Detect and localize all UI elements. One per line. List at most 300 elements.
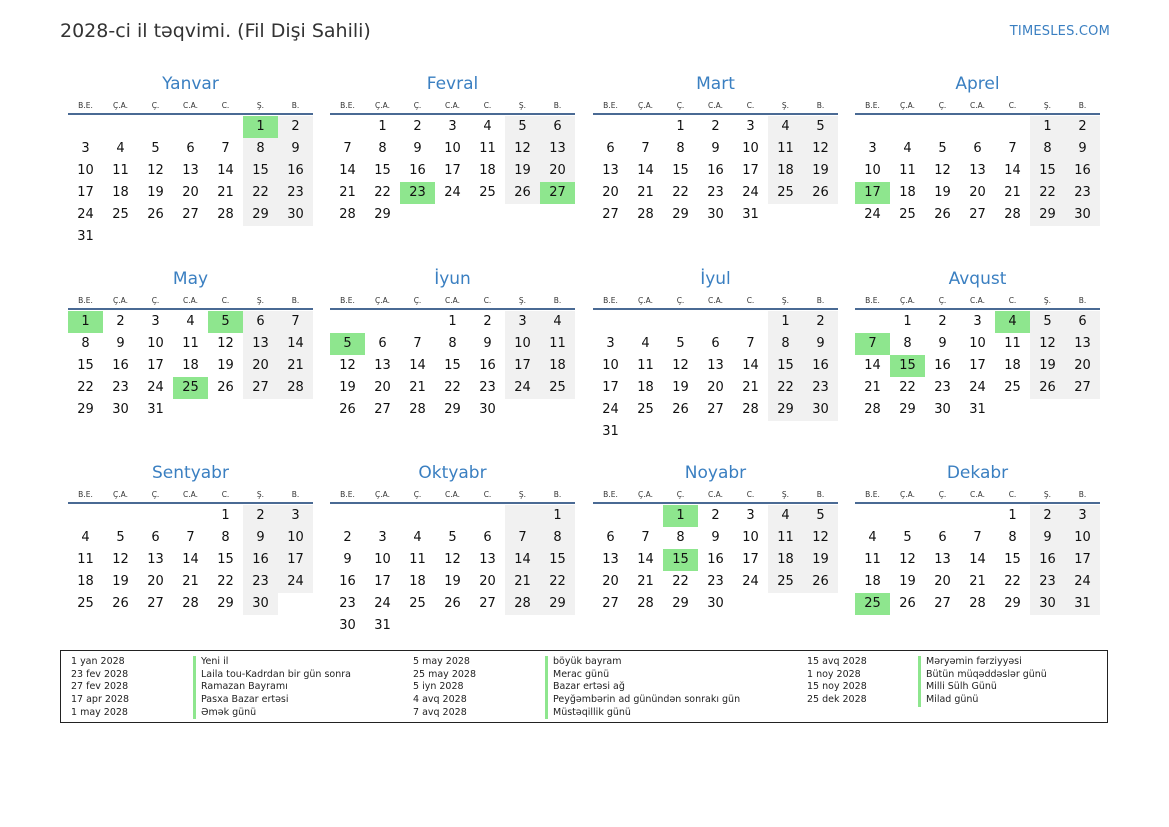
day-cell[interactable]: 5 <box>938 141 947 156</box>
day-cell[interactable]: 4 <box>903 141 912 156</box>
day-cell[interactable]: 13 <box>1065 333 1100 355</box>
day-cell[interactable]: 22 <box>374 185 391 200</box>
day-cell[interactable]: 13 <box>374 358 391 373</box>
day-cell[interactable]: 23 <box>339 596 356 611</box>
day-cell[interactable]: 3 <box>278 505 313 527</box>
day-cell[interactable]: 20 <box>1065 355 1100 377</box>
day-cell[interactable]: 21 <box>409 380 426 395</box>
day-cell[interactable]: 31 <box>742 207 759 222</box>
day-cell[interactable]: 11 <box>864 552 881 567</box>
day-cell[interactable]: 1 <box>68 311 103 333</box>
day-cell[interactable]: 5 <box>330 333 365 355</box>
day-cell[interactable]: 17 <box>77 185 94 200</box>
day-cell[interactable]: 3 <box>448 119 457 134</box>
day-cell[interactable]: 12 <box>147 163 164 178</box>
day-cell[interactable]: 7 <box>1008 141 1017 156</box>
day-cell[interactable]: 21 <box>637 185 654 200</box>
day-cell[interactable]: 15 <box>768 355 803 377</box>
day-cell[interactable]: 14 <box>409 358 426 373</box>
day-cell[interactable]: 30 <box>1065 204 1100 226</box>
day-cell[interactable]: 18 <box>182 358 199 373</box>
day-cell[interactable]: 2 <box>803 311 838 333</box>
day-cell[interactable]: 3 <box>606 336 615 351</box>
day-cell[interactable]: 10 <box>444 141 461 156</box>
day-cell[interactable]: 14 <box>969 552 986 567</box>
day-cell[interactable]: 9 <box>938 336 947 351</box>
day-cell[interactable]: 21 <box>742 380 759 395</box>
day-cell[interactable]: 31 <box>1065 593 1100 615</box>
day-cell[interactable]: 2 <box>1030 505 1065 527</box>
day-cell[interactable]: 10 <box>742 141 759 156</box>
day-cell[interactable]: 12 <box>803 527 838 549</box>
day-cell[interactable]: 15 <box>217 552 234 567</box>
day-cell[interactable]: 17 <box>602 380 619 395</box>
day-cell[interactable]: 27 <box>479 596 496 611</box>
day-cell[interactable]: 25 <box>768 182 803 204</box>
day-cell[interactable]: 22 <box>444 380 461 395</box>
day-cell[interactable]: 12 <box>1030 333 1065 355</box>
day-cell[interactable]: 8 <box>676 141 685 156</box>
day-cell[interactable]: 15 <box>444 358 461 373</box>
day-cell[interactable]: 21 <box>637 574 654 589</box>
day-cell[interactable]: 13 <box>969 163 986 178</box>
day-cell[interactable]: 26 <box>803 182 838 204</box>
day-cell[interactable]: 11 <box>637 358 654 373</box>
day-cell[interactable]: 1 <box>676 119 685 134</box>
day-cell[interactable]: 2 <box>243 505 278 527</box>
day-cell[interactable]: 19 <box>217 358 234 373</box>
day-cell[interactable]: 2 <box>1065 116 1100 138</box>
day-cell[interactable]: 8 <box>1008 530 1017 545</box>
day-cell[interactable]: 19 <box>147 185 164 200</box>
day-cell[interactable]: 26 <box>444 596 461 611</box>
day-cell[interactable]: 2 <box>711 508 720 523</box>
day-cell[interactable]: 18 <box>864 574 881 589</box>
day-cell[interactable]: 24 <box>374 596 391 611</box>
day-cell[interactable]: 25 <box>768 571 803 593</box>
day-cell[interactable]: 4 <box>995 311 1030 333</box>
day-cell[interactable]: 4 <box>540 311 575 333</box>
day-cell[interactable]: 4 <box>483 119 492 134</box>
day-cell[interactable]: 24 <box>1065 571 1100 593</box>
day-cell[interactable]: 15 <box>1030 160 1065 182</box>
day-cell[interactable]: 10 <box>278 527 313 549</box>
day-cell[interactable]: 28 <box>864 402 881 417</box>
day-cell[interactable]: 8 <box>221 530 230 545</box>
day-cell[interactable]: 13 <box>147 552 164 567</box>
day-cell[interactable]: 26 <box>1030 377 1065 399</box>
day-cell[interactable]: 19 <box>112 574 129 589</box>
day-cell[interactable]: 13 <box>602 163 619 178</box>
day-cell[interactable]: 12 <box>339 358 356 373</box>
day-cell[interactable]: 30 <box>934 402 951 417</box>
day-cell[interactable]: 14 <box>742 358 759 373</box>
day-cell[interactable]: 17 <box>278 549 313 571</box>
day-cell[interactable]: 5 <box>505 116 540 138</box>
day-cell[interactable]: 29 <box>540 593 575 615</box>
day-cell[interactable]: 8 <box>676 530 685 545</box>
day-cell[interactable]: 7 <box>278 311 313 333</box>
day-cell[interactable]: 14 <box>864 358 881 373</box>
day-cell[interactable]: 30 <box>278 204 313 226</box>
day-cell[interactable]: 28 <box>505 593 540 615</box>
day-cell[interactable]: 2 <box>483 314 492 329</box>
day-cell[interactable]: 18 <box>1004 358 1021 373</box>
day-cell[interactable]: 26 <box>803 571 838 593</box>
day-cell[interactable]: 10 <box>1065 527 1100 549</box>
day-cell[interactable]: 10 <box>602 358 619 373</box>
day-cell[interactable]: 10 <box>374 552 391 567</box>
day-cell[interactable]: 17 <box>505 355 540 377</box>
day-cell[interactable]: 6 <box>186 141 195 156</box>
day-cell[interactable]: 4 <box>768 505 803 527</box>
day-cell[interactable]: 29 <box>899 402 916 417</box>
day-cell[interactable]: 16 <box>278 160 313 182</box>
day-cell[interactable]: 6 <box>973 141 982 156</box>
day-cell[interactable]: 10 <box>505 333 540 355</box>
day-cell[interactable]: 20 <box>243 355 278 377</box>
brand-link[interactable]: TIMESLES.COM <box>1009 24 1110 39</box>
day-cell[interactable]: 18 <box>112 185 129 200</box>
day-cell[interactable]: 28 <box>1004 207 1021 222</box>
day-cell[interactable]: 24 <box>77 207 94 222</box>
day-cell[interactable]: 3 <box>868 141 877 156</box>
day-cell[interactable]: 20 <box>602 185 619 200</box>
day-cell[interactable]: 29 <box>374 207 391 222</box>
day-cell[interactable]: 5 <box>208 311 243 333</box>
day-cell[interactable]: 18 <box>540 355 575 377</box>
day-cell[interactable]: 20 <box>707 380 724 395</box>
day-cell[interactable]: 10 <box>864 163 881 178</box>
day-cell[interactable]: 21 <box>278 355 313 377</box>
day-cell[interactable]: 26 <box>505 182 540 204</box>
day-cell[interactable]: 16 <box>112 358 129 373</box>
day-cell[interactable]: 23 <box>934 380 951 395</box>
day-cell[interactable]: 4 <box>116 141 125 156</box>
day-cell[interactable]: 25 <box>637 402 654 417</box>
day-cell[interactable]: 15 <box>374 163 391 178</box>
day-cell[interactable]: 24 <box>444 185 461 200</box>
day-cell[interactable]: 15 <box>890 355 925 377</box>
day-cell[interactable]: 16 <box>707 552 724 567</box>
day-cell[interactable]: 29 <box>217 596 234 611</box>
day-cell[interactable]: 15 <box>672 163 689 178</box>
day-cell[interactable]: 27 <box>969 207 986 222</box>
day-cell[interactable]: 9 <box>711 141 720 156</box>
day-cell[interactable]: 20 <box>969 185 986 200</box>
day-cell[interactable]: 7 <box>186 530 195 545</box>
day-cell[interactable]: 6 <box>243 311 278 333</box>
day-cell[interactable]: 1 <box>768 311 803 333</box>
day-cell[interactable]: 20 <box>602 574 619 589</box>
day-cell[interactable]: 10 <box>742 530 759 545</box>
day-cell[interactable]: 16 <box>479 358 496 373</box>
day-cell[interactable]: 23 <box>278 182 313 204</box>
day-cell[interactable]: 1 <box>1030 116 1065 138</box>
day-cell[interactable]: 11 <box>540 333 575 355</box>
day-cell[interactable]: 30 <box>112 402 129 417</box>
day-cell[interactable]: 29 <box>444 402 461 417</box>
day-cell[interactable]: 22 <box>899 380 916 395</box>
day-cell[interactable]: 11 <box>409 552 426 567</box>
day-cell[interactable]: 11 <box>1004 336 1021 351</box>
day-cell[interactable]: 31 <box>374 618 391 633</box>
day-cell[interactable]: 7 <box>641 141 650 156</box>
day-cell[interactable]: 4 <box>413 530 422 545</box>
day-cell[interactable]: 1 <box>221 508 230 523</box>
day-cell[interactable]: 22 <box>77 380 94 395</box>
day-cell[interactable]: 8 <box>448 336 457 351</box>
day-cell[interactable]: 16 <box>1065 160 1100 182</box>
day-cell[interactable]: 22 <box>217 574 234 589</box>
day-cell[interactable]: 27 <box>374 402 391 417</box>
day-cell[interactable]: 3 <box>81 141 90 156</box>
day-cell[interactable]: 23 <box>803 377 838 399</box>
day-cell[interactable]: 3 <box>378 530 387 545</box>
day-cell[interactable]: 18 <box>899 185 916 200</box>
day-cell[interactable]: 11 <box>768 138 803 160</box>
day-cell[interactable]: 14 <box>1004 163 1021 178</box>
day-cell[interactable]: 16 <box>243 549 278 571</box>
day-cell[interactable]: 7 <box>855 333 890 355</box>
day-cell[interactable]: 9 <box>483 336 492 351</box>
day-cell[interactable]: 11 <box>182 336 199 351</box>
day-cell[interactable]: 15 <box>540 549 575 571</box>
day-cell[interactable]: 4 <box>81 530 90 545</box>
day-cell[interactable]: 11 <box>112 163 129 178</box>
day-cell[interactable]: 7 <box>641 530 650 545</box>
day-cell[interactable]: 22 <box>672 574 689 589</box>
day-cell[interactable]: 14 <box>505 549 540 571</box>
day-cell[interactable]: 14 <box>339 163 356 178</box>
day-cell[interactable]: 20 <box>540 160 575 182</box>
day-cell[interactable]: 19 <box>444 574 461 589</box>
day-cell[interactable]: 27 <box>602 596 619 611</box>
day-cell[interactable]: 24 <box>742 574 759 589</box>
day-cell[interactable]: 3 <box>973 314 982 329</box>
day-cell[interactable]: 17 <box>969 358 986 373</box>
day-cell[interactable]: 21 <box>1004 185 1021 200</box>
day-cell[interactable]: 31 <box>77 229 94 244</box>
day-cell[interactable]: 2 <box>711 119 720 134</box>
day-cell[interactable]: 8 <box>1030 138 1065 160</box>
day-cell[interactable]: 24 <box>969 380 986 395</box>
day-cell[interactable]: 6 <box>1065 311 1100 333</box>
day-cell[interactable]: 1 <box>903 314 912 329</box>
day-cell[interactable]: 25 <box>112 207 129 222</box>
day-cell[interactable]: 15 <box>243 160 278 182</box>
day-cell[interactable]: 15 <box>77 358 94 373</box>
day-cell[interactable]: 21 <box>339 185 356 200</box>
day-cell[interactable]: 27 <box>540 182 575 204</box>
day-cell[interactable]: 13 <box>479 552 496 567</box>
day-cell[interactable]: 30 <box>803 399 838 421</box>
day-cell[interactable]: 9 <box>343 552 352 567</box>
day-cell[interactable]: 24 <box>602 402 619 417</box>
day-cell[interactable]: 4 <box>768 116 803 138</box>
day-cell[interactable]: 20 <box>182 185 199 200</box>
day-cell[interactable]: 11 <box>77 552 94 567</box>
day-cell[interactable]: 14 <box>182 552 199 567</box>
day-cell[interactable]: 5 <box>803 116 838 138</box>
day-cell[interactable]: 3 <box>746 119 755 134</box>
day-cell[interactable]: 18 <box>768 549 803 571</box>
day-cell[interactable]: 22 <box>768 377 803 399</box>
day-cell[interactable]: 7 <box>343 141 352 156</box>
day-cell[interactable]: 28 <box>637 596 654 611</box>
day-cell[interactable]: 13 <box>243 333 278 355</box>
day-cell[interactable]: 25 <box>1004 380 1021 395</box>
day-cell[interactable]: 19 <box>803 160 838 182</box>
day-cell[interactable]: 11 <box>899 163 916 178</box>
day-cell[interactable]: 19 <box>505 160 540 182</box>
day-cell[interactable]: 9 <box>803 333 838 355</box>
day-cell[interactable]: 28 <box>278 377 313 399</box>
day-cell[interactable]: 2 <box>278 116 313 138</box>
day-cell[interactable]: 27 <box>934 596 951 611</box>
day-cell[interactable]: 5 <box>803 505 838 527</box>
day-cell[interactable]: 6 <box>938 530 947 545</box>
day-cell[interactable]: 30 <box>1030 593 1065 615</box>
day-cell[interactable]: 31 <box>147 402 164 417</box>
day-cell[interactable]: 25 <box>173 377 208 399</box>
day-cell[interactable]: 27 <box>147 596 164 611</box>
day-cell[interactable]: 22 <box>243 182 278 204</box>
day-cell[interactable]: 29 <box>243 204 278 226</box>
day-cell[interactable]: 19 <box>803 549 838 571</box>
day-cell[interactable]: 28 <box>742 402 759 417</box>
day-cell[interactable]: 8 <box>81 336 90 351</box>
day-cell[interactable]: 15 <box>663 549 698 571</box>
day-cell[interactable]: 6 <box>378 336 387 351</box>
day-cell[interactable]: 30 <box>707 596 724 611</box>
day-cell[interactable]: 22 <box>540 571 575 593</box>
day-cell[interactable]: 16 <box>707 163 724 178</box>
day-cell[interactable]: 9 <box>243 527 278 549</box>
day-cell[interactable]: 22 <box>1030 182 1065 204</box>
day-cell[interactable]: 17 <box>742 163 759 178</box>
day-cell[interactable]: 9 <box>278 138 313 160</box>
day-cell[interactable]: 11 <box>768 527 803 549</box>
day-cell[interactable]: 19 <box>899 574 916 589</box>
day-cell[interactable]: 18 <box>409 574 426 589</box>
day-cell[interactable]: 12 <box>803 138 838 160</box>
day-cell[interactable]: 10 <box>147 336 164 351</box>
day-cell[interactable]: 6 <box>540 116 575 138</box>
day-cell[interactable]: 8 <box>903 336 912 351</box>
day-cell[interactable]: 23 <box>1030 571 1065 593</box>
day-cell[interactable]: 25 <box>540 377 575 399</box>
day-cell[interactable]: 26 <box>899 596 916 611</box>
day-cell[interactable]: 17 <box>855 182 890 204</box>
day-cell[interactable]: 12 <box>112 552 129 567</box>
day-cell[interactable]: 29 <box>77 402 94 417</box>
day-cell[interactable]: 18 <box>768 160 803 182</box>
day-cell[interactable]: 28 <box>637 207 654 222</box>
day-cell[interactable]: 7 <box>221 141 230 156</box>
day-cell[interactable]: 8 <box>768 333 803 355</box>
day-cell[interactable]: 29 <box>1004 596 1021 611</box>
day-cell[interactable]: 1 <box>663 505 698 527</box>
day-cell[interactable]: 14 <box>278 333 313 355</box>
day-cell[interactable]: 1 <box>378 119 387 134</box>
day-cell[interactable]: 29 <box>768 399 803 421</box>
day-cell[interactable]: 4 <box>868 530 877 545</box>
day-cell[interactable]: 26 <box>217 380 234 395</box>
day-cell[interactable]: 3 <box>1065 505 1100 527</box>
day-cell[interactable]: 16 <box>339 574 356 589</box>
day-cell[interactable]: 12 <box>672 358 689 373</box>
day-cell[interactable]: 6 <box>151 530 160 545</box>
day-cell[interactable]: 1 <box>1008 508 1017 523</box>
day-cell[interactable]: 19 <box>934 185 951 200</box>
day-cell[interactable]: 20 <box>934 574 951 589</box>
day-cell[interactable]: 25 <box>855 593 890 615</box>
day-cell[interactable]: 21 <box>182 574 199 589</box>
day-cell[interactable]: 27 <box>1065 377 1100 399</box>
day-cell[interactable]: 24 <box>505 377 540 399</box>
day-cell[interactable]: 18 <box>479 163 496 178</box>
day-cell[interactable]: 25 <box>409 596 426 611</box>
day-cell[interactable]: 17 <box>444 163 461 178</box>
day-cell[interactable]: 1 <box>448 314 457 329</box>
day-cell[interactable]: 31 <box>602 424 619 439</box>
day-cell[interactable]: 21 <box>217 185 234 200</box>
day-cell[interactable]: 7 <box>413 336 422 351</box>
day-cell[interactable]: 28 <box>969 596 986 611</box>
day-cell[interactable]: 31 <box>969 402 986 417</box>
day-cell[interactable]: 25 <box>899 207 916 222</box>
day-cell[interactable]: 12 <box>934 163 951 178</box>
day-cell[interactable]: 22 <box>672 185 689 200</box>
day-cell[interactable]: 16 <box>1030 549 1065 571</box>
day-cell[interactable]: 7 <box>973 530 982 545</box>
day-cell[interactable]: 21 <box>969 574 986 589</box>
day-cell[interactable]: 19 <box>1030 355 1065 377</box>
day-cell[interactable]: 30 <box>707 207 724 222</box>
day-cell[interactable]: 20 <box>479 574 496 589</box>
day-cell[interactable]: 12 <box>505 138 540 160</box>
day-cell[interactable]: 23 <box>479 380 496 395</box>
day-cell[interactable]: 30 <box>479 402 496 417</box>
day-cell[interactable]: 5 <box>116 530 125 545</box>
day-cell[interactable]: 12 <box>217 336 234 351</box>
day-cell[interactable]: 20 <box>374 380 391 395</box>
day-cell[interactable]: 26 <box>112 596 129 611</box>
day-cell[interactable]: 29 <box>672 596 689 611</box>
day-cell[interactable]: 6 <box>606 530 615 545</box>
day-cell[interactable]: 17 <box>1065 549 1100 571</box>
day-cell[interactable]: 13 <box>707 358 724 373</box>
day-cell[interactable]: 8 <box>540 527 575 549</box>
day-cell[interactable]: 25 <box>77 596 94 611</box>
day-cell[interactable]: 28 <box>182 596 199 611</box>
day-cell[interactable]: 5 <box>903 530 912 545</box>
day-cell[interactable]: 13 <box>934 552 951 567</box>
day-cell[interactable]: 28 <box>217 207 234 222</box>
day-cell[interactable]: 21 <box>505 571 540 593</box>
day-cell[interactable]: 24 <box>147 380 164 395</box>
day-cell[interactable]: 30 <box>243 593 278 615</box>
day-cell[interactable]: 28 <box>409 402 426 417</box>
day-cell[interactable]: 9 <box>1065 138 1100 160</box>
day-cell[interactable]: 22 <box>1004 574 1021 589</box>
day-cell[interactable]: 9 <box>1030 527 1065 549</box>
day-cell[interactable]: 2 <box>413 119 422 134</box>
day-cell[interactable]: 4 <box>641 336 650 351</box>
day-cell[interactable]: 20 <box>147 574 164 589</box>
day-cell[interactable]: 14 <box>637 163 654 178</box>
